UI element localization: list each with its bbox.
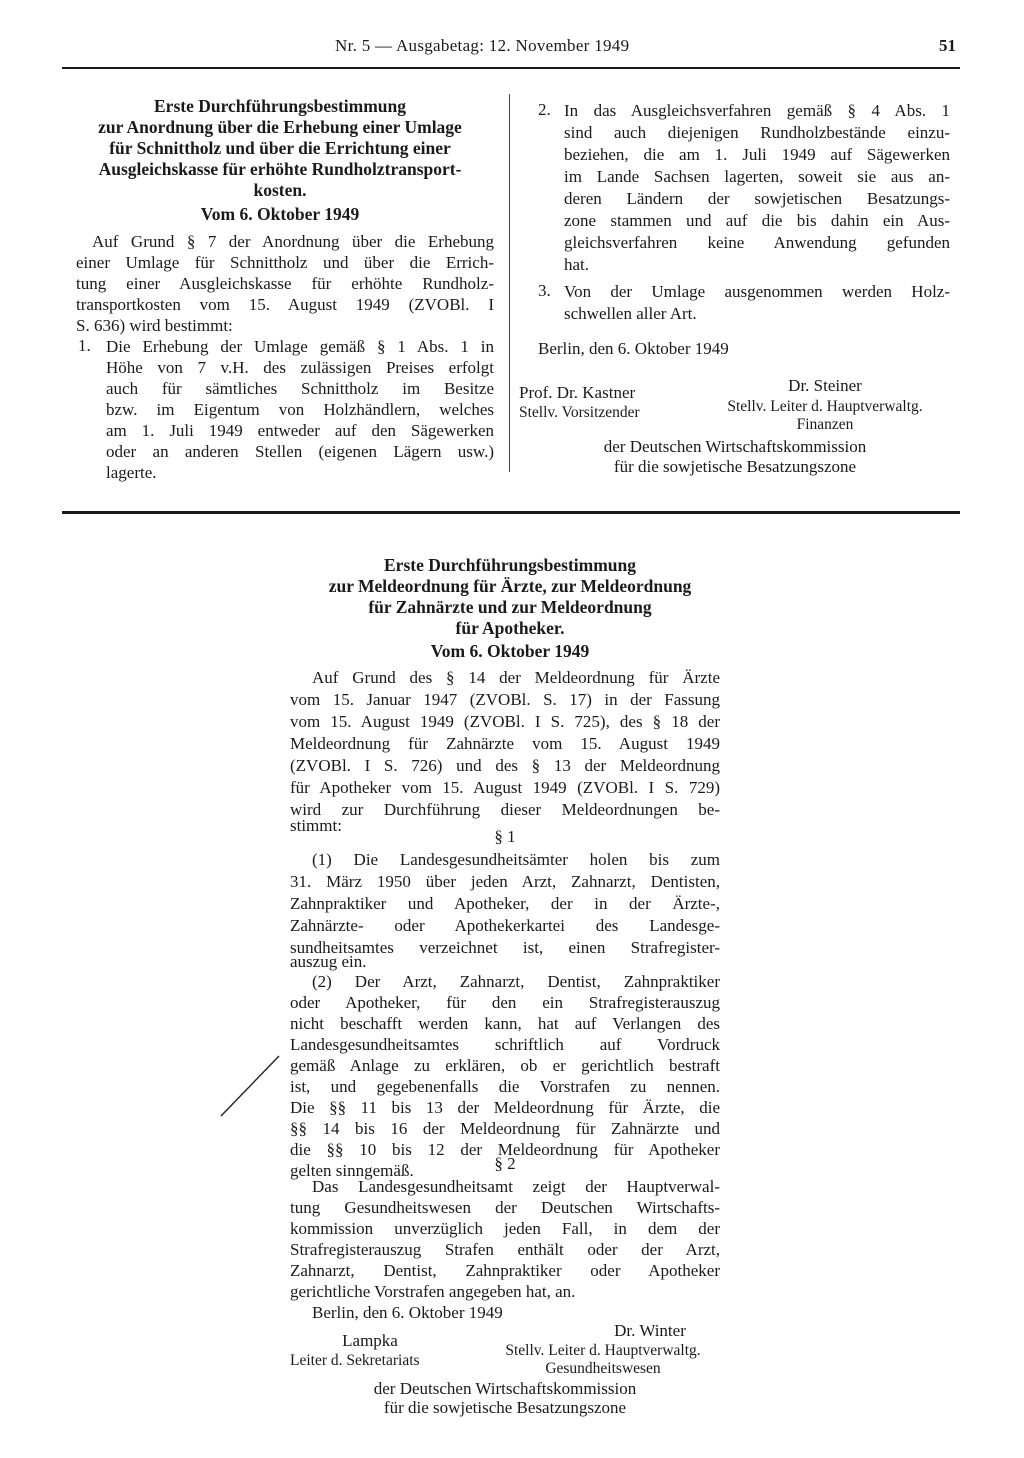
item2-line: gleichsverfahren keine Anwendung gefunden <box>564 233 950 252</box>
para1-abs2-line: §§ 14 bis 16 der Meldeordnung für Zahnärzte und <box>290 1119 720 1138</box>
signatory-right-role: Stellv. Leiter d. Hauptverwaltg. <box>505 1342 701 1359</box>
signatory-left-role: Stellv. Vorsitzender <box>519 404 640 421</box>
item2-line: beziehen, die am 1. Juli 1949 auf Sägewerken <box>564 145 950 164</box>
section1-place-date: Berlin, den 6. Oktober 1949 <box>538 339 729 358</box>
section1-heading-line: Erste Durchführungsbestimmung <box>154 96 406 116</box>
para2-line: Strafregisterauszug Strafen enthält oder der Arzt, <box>290 1240 720 1259</box>
section2-heading-line: zur Meldeordnung für Ärzte, zur Meldeordnung <box>328 576 692 596</box>
para1-abs2-line: (2) Der Arzt, Zahnarzt, Dentist, Zahnpraktiker <box>312 972 720 991</box>
item2-line: im Lande Sachsen lagerten, soweit sie aus an- <box>564 167 950 186</box>
item2-line: deren Ländern der sowjetischen Besatzungs- <box>564 189 950 208</box>
paragraph-1-title: § 1 <box>494 827 516 846</box>
item2-line: sind auch diejenigen Rundholzbestände einzu- <box>564 123 950 142</box>
column-divider <box>509 94 510 472</box>
paragraph-2-title: § 2 <box>494 1154 516 1173</box>
margin-pen-stroke <box>215 1052 285 1122</box>
section2-intro-line: stimmt: <box>290 816 342 835</box>
para1-abs1-line: auszug ein. <box>290 952 367 971</box>
para1-abs2-line: gelten sinngemäß. <box>290 1161 414 1180</box>
item1-line: oder an anderen Stellen (eigenen Lägern usw.) <box>106 442 494 461</box>
section1-intro-line: transportkosten vom 15. August 1949 (ZVOBl. I <box>76 295 494 314</box>
section1-heading-line: für Schnittholz und über die Errichtung einer <box>109 138 451 158</box>
section2-date: Vom 6. Oktober 1949 <box>430 641 590 661</box>
para1-abs2-line: nicht beschafft werden kann, hat auf Verlangen des <box>290 1014 720 1033</box>
para2-line: kommission unverzüglich jeden Fall, in dem der <box>290 1219 720 1238</box>
section2-heading-line: für Zahnärzte und zur Meldeordnung <box>368 597 652 617</box>
para2-line: gerichtliche Vorstrafen angegeben hat, an. <box>290 1282 576 1301</box>
signatory-right-role: Gesundheitswesen <box>545 1360 661 1377</box>
section2-intro-line: wird zur Durchführung dieser Meldeordnungen be- <box>290 800 720 819</box>
signatory-left-name: Lampka <box>342 1331 398 1350</box>
section2-authority-line: für die sowjetische Besatzungszone <box>383 1398 627 1417</box>
para1-abs2-line: Die §§ 11 bis 13 der Meldeordnung für Ärzte, die <box>290 1098 720 1117</box>
section2-intro-line: vom 15. August 1949 (ZVOBl. I S. 725), des § 18 der <box>290 712 720 731</box>
item3-line: Von der Umlage ausgenommen werden Holz- <box>564 282 950 301</box>
para1-abs2-line: oder Apotheker, für den ein Strafregisterauszug <box>290 993 720 1012</box>
item1-line: am 1. Juli 1949 entweder auf den Sägewerken <box>106 421 494 440</box>
section1-heading-line: Ausgleichskasse für erhöhte Rundholztransport- <box>98 159 462 179</box>
section-divider-rule <box>62 511 960 514</box>
item1-line: auch für sämtliches Schnittholz im Besitze <box>106 379 494 398</box>
section1-heading-line: kosten. <box>253 180 307 200</box>
section1-heading-line: zur Anordnung über die Erhebung einer Umlage <box>98 117 462 137</box>
para1-abs1-line: 31. März 1950 über jeden Arzt, Zahnarzt, Dentisten, <box>290 872 720 891</box>
section1-authority-line: der Deutschen Wirtschaftskommission <box>603 437 867 456</box>
section1-intro-line: tung einer Ausgleichskasse für erhöhte Rundholz- <box>76 274 494 293</box>
para1-abs2-line: ist, und gegebenenfalls die Vorstrafen zu nennen. <box>290 1077 720 1096</box>
signatory-left-name: Prof. Dr. Kastner <box>519 383 636 402</box>
signatory-right-role: Finanzen <box>796 416 854 433</box>
signatory-right-name: Dr. Winter <box>614 1321 686 1340</box>
signatory-left-role: Leiter d. Sekretariats <box>290 1352 420 1369</box>
item1-line: lagerte. <box>106 463 157 482</box>
section1-authority-line: für die sowjetische Besatzungszone <box>613 457 857 476</box>
item2-line: zone stammen und auf die bis dahin ein Aus- <box>564 211 950 230</box>
para1-abs1-line: Zahnpraktiker und Apotheker, der in der Ärzte-, <box>290 894 720 913</box>
item1-number: 1. <box>78 336 91 355</box>
item2-line: hat. <box>564 255 590 274</box>
para1-abs1-line: Zahnärzte- oder Apothekerkartei des Landesge- <box>290 916 720 935</box>
item1-line: bzw. im Eigentum von Holzhändlern, welches <box>106 400 494 419</box>
item1-line: Höhe von 7 v.H. des zulässigen Preises erfolgt <box>106 358 494 377</box>
para1-abs1-line: sundheitsamtes verzeichnet ist, einen Strafregister- <box>290 938 720 957</box>
section2-intro-line: (ZVOBl. I S. 726) und des § 13 der Meldeordnung <box>290 756 720 775</box>
item3-line: schwellen aller Art. <box>564 304 697 323</box>
section1-intro-line: Auf Grund § 7 der Anordnung über die Erhebung <box>92 232 494 251</box>
item3-number: 3. <box>538 281 551 300</box>
para2-line: Zahnarzt, Dentist, Zahnpraktiker oder Apotheker <box>290 1261 720 1280</box>
section2-intro-line: für Apotheker vom 15. August 1949 (ZVOBl. I S. 729) <box>290 778 720 797</box>
section2-heading-line: für Apotheker. <box>455 618 565 638</box>
signatory-right-role: Stellv. Leiter d. Hauptverwaltg. <box>727 398 923 415</box>
para1-abs2-line: die §§ 10 bis 12 der Meldeordnung für Apotheker <box>290 1140 720 1159</box>
section2-heading-line: Erste Durchführungsbestimmung <box>384 555 636 575</box>
item2-number: 2. <box>538 100 551 119</box>
item1-line: Die Erhebung der Umlage gemäß § 1 Abs. 1 in <box>106 337 494 356</box>
running-header <box>60 36 960 62</box>
section2-intro-line: vom 15. Januar 1947 (ZVOBl. S. 17) in der Fassung <box>290 690 720 709</box>
para1-abs1-line: (1) Die Landesgesundheitsämter holen bis zum <box>312 850 720 869</box>
signatory-right-name: Dr. Steiner <box>788 376 862 395</box>
section1-date: Vom 6. Oktober 1949 <box>200 204 360 224</box>
para2-line: Das Landesgesundheitsamt zeigt der Hauptverwal- <box>312 1177 720 1196</box>
section1-intro-line: einer Umlage für Schnittholz und über die Errich- <box>76 253 494 272</box>
issue-title: Nr. 5 — Ausgabetag: 12. November 1949 <box>335 36 630 55</box>
section2-intro-line: Auf Grund des § 14 der Meldeordnung für Ärzte <box>312 668 720 687</box>
para1-abs2-line: gemäß Anlage zu erklären, ob er gerichtlich bestraft <box>290 1056 720 1075</box>
header-rule <box>62 67 960 69</box>
para2-line: tung Gesundheitswesen der Deutschen Wirtschafts- <box>290 1198 720 1217</box>
section2-intro-line: Meldeordnung für Zahnärzte vom 15. August 1949 <box>290 734 720 753</box>
item2-line: In das Ausgleichsverfahren gemäß § 4 Abs. 1 <box>564 101 950 120</box>
section2-place-date: Berlin, den 6. Oktober 1949 <box>312 1303 503 1322</box>
section2-authority-line: der Deutschen Wirtschaftskommission <box>373 1379 637 1398</box>
section1-intro-line: S. 636) wird bestimmt: <box>76 316 233 335</box>
page-number: 51 <box>939 36 956 55</box>
para1-abs2-line: Landesgesundheitsamtes schriftlich auf Vordruck <box>290 1035 720 1054</box>
